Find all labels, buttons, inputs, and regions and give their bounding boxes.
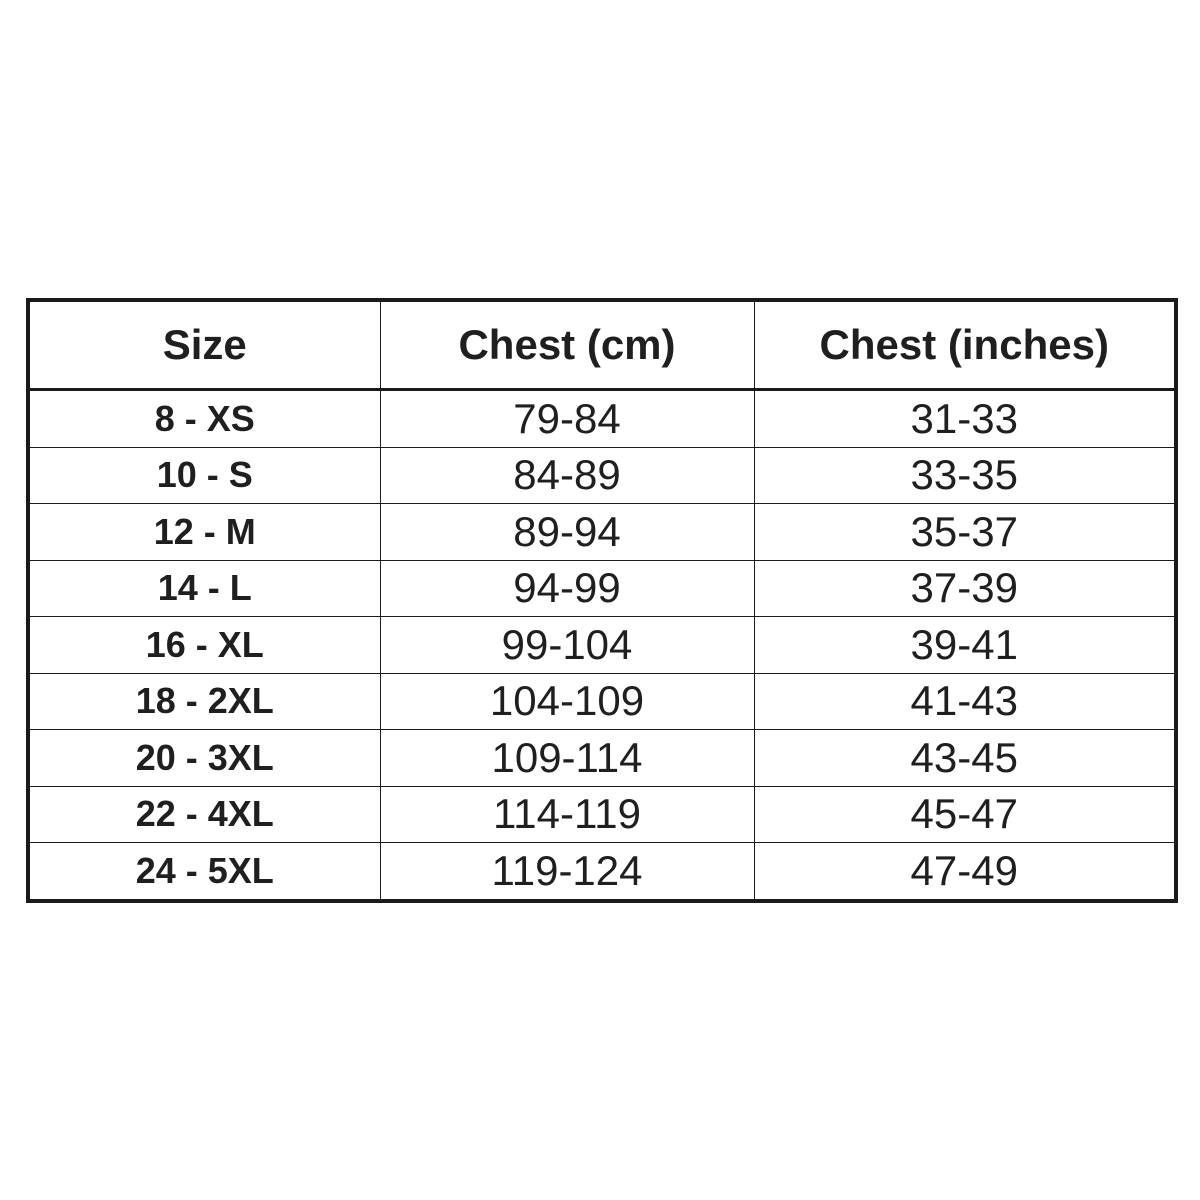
table-row: [28, 786, 1176, 843]
header-size: Size: [28, 300, 380, 390]
size-cell: 20 - 3XL: [28, 730, 380, 787]
chest-inches-cell: 33-35: [754, 447, 1176, 504]
size-cell: 18 - 2XL: [28, 673, 380, 730]
table-row: [28, 617, 1176, 674]
chest-cm-cell: 99-104: [380, 617, 754, 674]
chest-inches-cell: 43-45: [754, 730, 1176, 787]
table-row: [28, 560, 1176, 617]
chest-inches-cell: 41-43: [754, 673, 1176, 730]
chest-inches-cell: 47-49: [754, 843, 1176, 901]
chest-cm-cell: 89-94: [380, 504, 754, 561]
table-row: [28, 447, 1176, 504]
chest-inches-cell: 31-33: [754, 390, 1176, 448]
chest-cm-cell: 84-89: [380, 447, 754, 504]
chest-inches-cell: 37-39: [754, 560, 1176, 617]
size-cell: 12 - M: [28, 504, 380, 561]
table-row: [28, 673, 1176, 730]
size-chart-table: [26, 298, 1178, 903]
size-cell: 22 - 4XL: [28, 786, 380, 843]
size-cell: 8 - XS: [28, 390, 380, 448]
chest-inches-cell: 45-47: [754, 786, 1176, 843]
chest-inches-cell: 35-37: [754, 504, 1176, 561]
size-cell: 16 - XL: [28, 617, 380, 674]
table-row: [28, 843, 1176, 901]
chest-inches-cell: 39-41: [754, 617, 1176, 674]
header-row: [28, 300, 1176, 390]
chest-cm-cell: 109-114: [380, 730, 754, 787]
size-cell: 10 - S: [28, 447, 380, 504]
chest-cm-cell: 79-84: [380, 390, 754, 448]
header-chest-inches: Chest (inches): [754, 300, 1176, 390]
header-chest-cm: Chest (cm): [380, 300, 754, 390]
size-cell: 14 - L: [28, 560, 380, 617]
table-body: [28, 390, 1176, 901]
chest-cm-cell: 114-119: [380, 786, 754, 843]
size-cell: 24 - 5XL: [28, 843, 380, 901]
chest-cm-cell: 104-109: [380, 673, 754, 730]
table-header: [28, 300, 1176, 390]
table-row: [28, 504, 1176, 561]
table-row: [28, 390, 1176, 448]
table-row: [28, 730, 1176, 787]
chest-cm-cell: 119-124: [380, 843, 754, 901]
chest-cm-cell: 94-99: [380, 560, 754, 617]
